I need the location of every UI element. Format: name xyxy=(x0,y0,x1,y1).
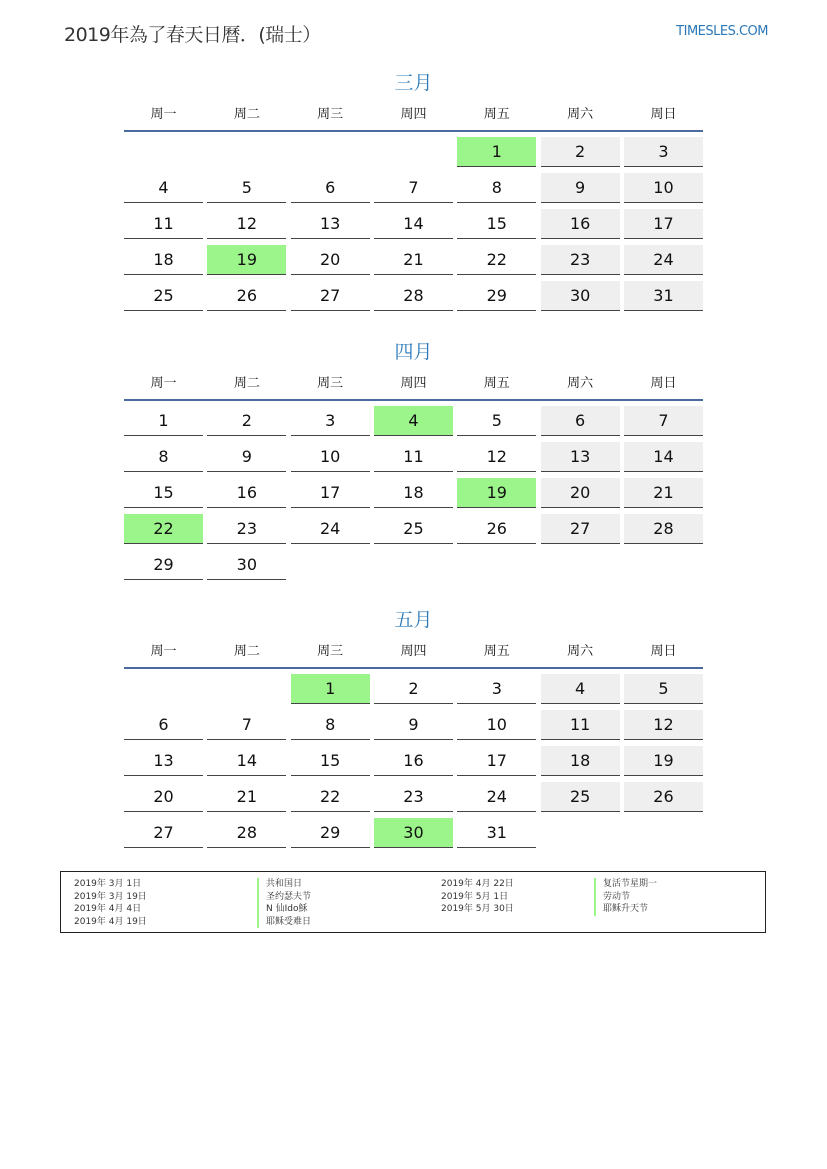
weekday-label: 周三 xyxy=(317,376,344,391)
day-cell: 12 xyxy=(457,442,536,472)
day-cell: 6 xyxy=(291,173,370,203)
empty-cell xyxy=(124,137,203,167)
weekend-day-cell: 9 xyxy=(541,173,620,203)
day-cell: 8 xyxy=(291,710,370,740)
legend-date: 2019年 3月 1日 xyxy=(74,879,142,889)
brand-link[interactable]: TIMESLES.COM xyxy=(676,24,768,39)
holiday-day-cell: 4 xyxy=(374,406,453,436)
weekday-label: 周一 xyxy=(150,644,177,659)
day-cell: 25 xyxy=(374,514,453,544)
day-cell: 5 xyxy=(207,173,286,203)
weekend-day-cell: 26 xyxy=(624,782,703,812)
day-cell: 21 xyxy=(374,245,453,275)
day-cell: 28 xyxy=(207,818,286,848)
day-cell: 15 xyxy=(291,746,370,776)
day-cell: 3 xyxy=(291,406,370,436)
legend-holiday-name: 共和国日 xyxy=(257,878,311,891)
day-cell: 16 xyxy=(374,746,453,776)
empty-cell xyxy=(374,137,453,167)
weekday-label: 周六 xyxy=(567,107,594,122)
day-cell: 8 xyxy=(124,442,203,472)
day-cell: 9 xyxy=(374,710,453,740)
legend-date: 2019年 4月 22日 xyxy=(441,879,514,889)
weekday-label: 周一 xyxy=(150,376,177,391)
month-calendar xyxy=(124,607,703,848)
month-calendar xyxy=(124,70,703,311)
day-cell: 31 xyxy=(457,818,536,848)
day-cell: 17 xyxy=(291,478,370,508)
weekend-day-cell: 5 xyxy=(624,674,703,704)
weekday-label: 周四 xyxy=(400,376,427,391)
month-title: 五月 xyxy=(394,609,433,631)
legend-date: 2019年 5月 30日 xyxy=(441,904,514,914)
day-cell: 30 xyxy=(207,550,286,580)
weekday-label: 周日 xyxy=(650,107,677,122)
weekday-label: 周六 xyxy=(567,376,594,391)
weekend-day-cell: 7 xyxy=(624,406,703,436)
holiday-day-cell: 1 xyxy=(291,674,370,704)
weekend-day-cell: 14 xyxy=(624,442,703,472)
day-cell: 13 xyxy=(291,209,370,239)
month-title: 四月 xyxy=(394,341,433,363)
day-cell: 29 xyxy=(457,281,536,311)
weekend-day-cell: 20 xyxy=(541,478,620,508)
day-cell: 21 xyxy=(207,782,286,812)
weekend-day-cell: 6 xyxy=(541,406,620,436)
weekend-day-cell: 27 xyxy=(541,514,620,544)
legend-holiday-name: 圣约瑟夫节 xyxy=(257,891,311,904)
day-cell: 16 xyxy=(207,478,286,508)
holiday-day-cell: 30 xyxy=(374,818,453,848)
legend-names-left xyxy=(257,878,311,928)
legend-date: 2019年 4月 19日 xyxy=(74,916,147,927)
weekend-day-cell: 12 xyxy=(624,710,703,740)
weekend-day-cell: 16 xyxy=(541,209,620,239)
day-cell: 20 xyxy=(291,245,370,275)
day-cell: 25 xyxy=(124,281,203,311)
weekend-day-cell: 3 xyxy=(624,137,703,167)
day-cell: 29 xyxy=(124,550,203,580)
day-cell: 7 xyxy=(207,710,286,740)
day-cell: 3 xyxy=(457,674,536,704)
weekend-day-cell: 25 xyxy=(541,782,620,812)
holiday-legend xyxy=(60,871,766,933)
day-cell: 5 xyxy=(457,406,536,436)
page-title: 2019年為了春天日曆．(瑞士） xyxy=(64,24,321,46)
empty-cell xyxy=(207,674,286,704)
day-cell: 9 xyxy=(207,442,286,472)
weekend-day-cell: 28 xyxy=(624,514,703,544)
legend-date: 2019年 3月 19日 xyxy=(74,891,147,902)
day-cell: 20 xyxy=(124,782,203,812)
weekday-header xyxy=(124,106,703,132)
weekend-day-cell: 19 xyxy=(624,746,703,776)
weekday-label: 周二 xyxy=(233,644,260,659)
weekday-label: 周三 xyxy=(317,107,344,122)
weekend-day-cell: 18 xyxy=(541,746,620,776)
empty-cell xyxy=(291,137,370,167)
day-cell: 13 xyxy=(124,746,203,776)
month-title: 三月 xyxy=(394,72,433,94)
weekday-label: 周二 xyxy=(233,376,260,391)
day-cell: 23 xyxy=(374,782,453,812)
legend-holiday-name: 复活节星期一 xyxy=(594,878,657,891)
legend-holiday-name: N 仙Ido穌 xyxy=(257,903,311,916)
day-cell: 29 xyxy=(291,818,370,848)
day-cell: 24 xyxy=(457,782,536,812)
day-cell: 15 xyxy=(124,478,203,508)
weekday-label: 周二 xyxy=(233,107,260,122)
day-cell: 18 xyxy=(124,245,203,275)
weekend-day-cell: 31 xyxy=(624,281,703,311)
day-cell: 24 xyxy=(291,514,370,544)
day-grid xyxy=(124,137,703,311)
day-cell: 6 xyxy=(124,710,203,740)
day-cell: 14 xyxy=(207,746,286,776)
holiday-day-cell: 19 xyxy=(207,245,286,275)
legend-date: 2019年 4月 4日 xyxy=(74,904,142,914)
day-cell: 1 xyxy=(124,406,203,436)
holiday-day-cell: 19 xyxy=(457,478,536,508)
holiday-day-cell: 22 xyxy=(124,514,203,544)
day-cell: 22 xyxy=(457,245,536,275)
weekday-label: 周六 xyxy=(567,644,594,659)
legend-holiday-name: 耶稣升天节 xyxy=(594,903,657,916)
day-cell: 27 xyxy=(124,818,203,848)
weekend-day-cell: 23 xyxy=(541,245,620,275)
day-cell: 8 xyxy=(457,173,536,203)
day-cell: 27 xyxy=(291,281,370,311)
day-cell: 2 xyxy=(374,674,453,704)
weekday-label: 周五 xyxy=(483,644,510,659)
legend-date: 2019年 5月 1日 xyxy=(441,891,509,902)
day-grid xyxy=(124,406,703,580)
day-cell: 7 xyxy=(374,173,453,203)
weekend-day-cell: 13 xyxy=(541,442,620,472)
day-cell: 4 xyxy=(124,173,203,203)
legend-names-right xyxy=(594,878,657,916)
day-cell: 10 xyxy=(457,710,536,740)
day-cell: 2 xyxy=(207,406,286,436)
month-calendar xyxy=(124,339,703,580)
day-cell: 28 xyxy=(374,281,453,311)
day-cell: 12 xyxy=(207,209,286,239)
weekend-day-cell: 17 xyxy=(624,209,703,239)
weekday-label: 周四 xyxy=(400,644,427,659)
empty-cell xyxy=(207,137,286,167)
weekday-label: 周五 xyxy=(483,376,510,391)
day-cell: 14 xyxy=(374,209,453,239)
weekday-label: 周日 xyxy=(650,376,677,391)
weekday-label: 周五 xyxy=(483,107,510,122)
day-cell: 10 xyxy=(291,442,370,472)
legend-holiday-name: 耶稣受难日 xyxy=(257,916,311,929)
day-cell: 26 xyxy=(457,514,536,544)
weekend-day-cell: 11 xyxy=(541,710,620,740)
day-cell: 11 xyxy=(124,209,203,239)
weekday-label: 周四 xyxy=(400,107,427,122)
day-cell: 22 xyxy=(291,782,370,812)
weekday-header xyxy=(124,375,703,401)
day-cell: 18 xyxy=(374,478,453,508)
weekend-day-cell: 2 xyxy=(541,137,620,167)
weekday-label: 周一 xyxy=(150,107,177,122)
day-cell: 23 xyxy=(207,514,286,544)
weekend-day-cell: 21 xyxy=(624,478,703,508)
weekend-day-cell: 4 xyxy=(541,674,620,704)
empty-cell xyxy=(124,674,203,704)
weekday-header xyxy=(124,643,703,669)
legend-dates-left xyxy=(74,878,147,928)
legend-holiday-name: 劳动节 xyxy=(594,891,657,904)
legend-dates-right xyxy=(441,878,514,916)
holiday-day-cell: 1 xyxy=(457,137,536,167)
day-cell: 15 xyxy=(457,209,536,239)
day-cell: 26 xyxy=(207,281,286,311)
day-grid xyxy=(124,674,703,848)
weekend-day-cell: 24 xyxy=(624,245,703,275)
day-cell: 17 xyxy=(457,746,536,776)
weekend-day-cell: 10 xyxy=(624,173,703,203)
day-cell: 11 xyxy=(374,442,453,472)
weekend-day-cell: 30 xyxy=(541,281,620,311)
weekday-label: 周三 xyxy=(317,644,344,659)
weekday-label: 周日 xyxy=(650,644,677,659)
